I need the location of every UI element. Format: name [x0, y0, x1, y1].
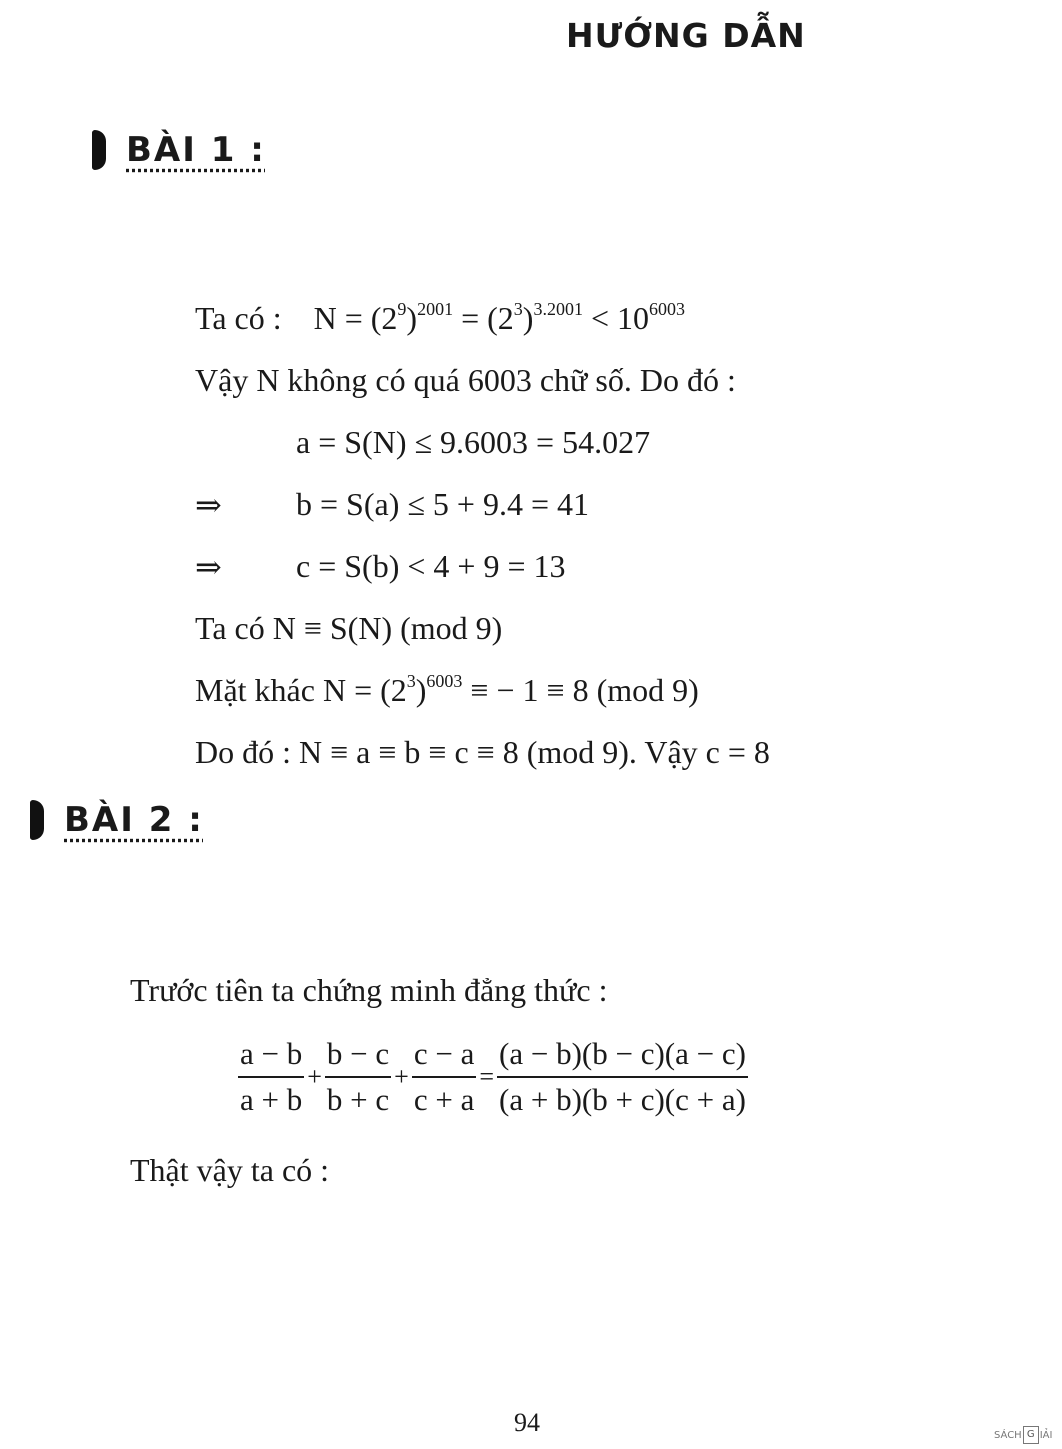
implies-arrow: ⇒	[195, 487, 222, 523]
section-heading-bai-2	[30, 800, 204, 840]
equation-line-5: c = S(b) < 4 + 9 = 13	[296, 548, 566, 584]
text-line-2: Vậy N không có quá 6003 chữ số. Do đó :	[195, 362, 736, 398]
equation-line-1	[195, 300, 685, 337]
watermark-logo: SÁCH G IẢI	[994, 1426, 1052, 1444]
line-prefix: Ta có :	[195, 300, 282, 336]
equation-n-power: $N = (2^9)^{2001} = (2^3)^{3.2001} < 10^{6003}$	[313, 299, 685, 336]
text-intro: Trước tiên ta chứng minh đẳng thức :	[130, 972, 608, 1008]
section-label: BÀI 1 :	[126, 130, 266, 170]
equation-line-3: a = S(N) ≤ 9.6003 = 54.027	[296, 424, 651, 460]
fraction-identity: $\frac{a - b}{a + b}$ + $\frac{b - c}{b + c}$ + $\frac{c - a}{c + a}$ = $\frac{(a - b)(b - c)(a - c)}{(a + b)(b + c)(c + a)}$	[240, 1036, 746, 1117]
fraction-2: $\frac{b - c}{b + c}$	[326, 1036, 390, 1117]
fraction-3: $\frac{c - a}{c + a}$	[413, 1036, 475, 1117]
page-heading: HƯỚNG DẪN	[566, 16, 806, 55]
fraction-1: $\frac{a - b}{a + b}$	[240, 1036, 303, 1117]
equation-line-7: Mặt khác $N = (2^3)^{6003}$ ≡ − 1 ≡ 8 (mod 9)	[195, 671, 699, 708]
equation-line-4: b = S(a) ≤ 5 + 9.4 = 41	[296, 486, 590, 522]
page-number: 94	[514, 1408, 540, 1437]
text-line-6: Ta có N ≡ S(N) (mod 9)	[195, 610, 503, 646]
bullet-marker-icon	[30, 800, 44, 840]
implies-arrow: ⇒	[195, 549, 222, 585]
section-heading-bai-1	[92, 130, 266, 170]
text-line-8: Do đó : N ≡ a ≡ b ≡ c ≡ 8 (mod 9). Vậy c = 8	[195, 734, 770, 770]
fraction-result: $\frac{(a - b)(b - c)(a - c)}{(a + b)(b + c)(c + a)}$	[499, 1036, 746, 1117]
section-label: BÀI 2 :	[64, 800, 204, 840]
bullet-marker-icon	[92, 130, 106, 170]
watermark-box-icon: G	[1023, 1426, 1039, 1444]
text-outro: Thật vậy ta có :	[130, 1152, 330, 1188]
